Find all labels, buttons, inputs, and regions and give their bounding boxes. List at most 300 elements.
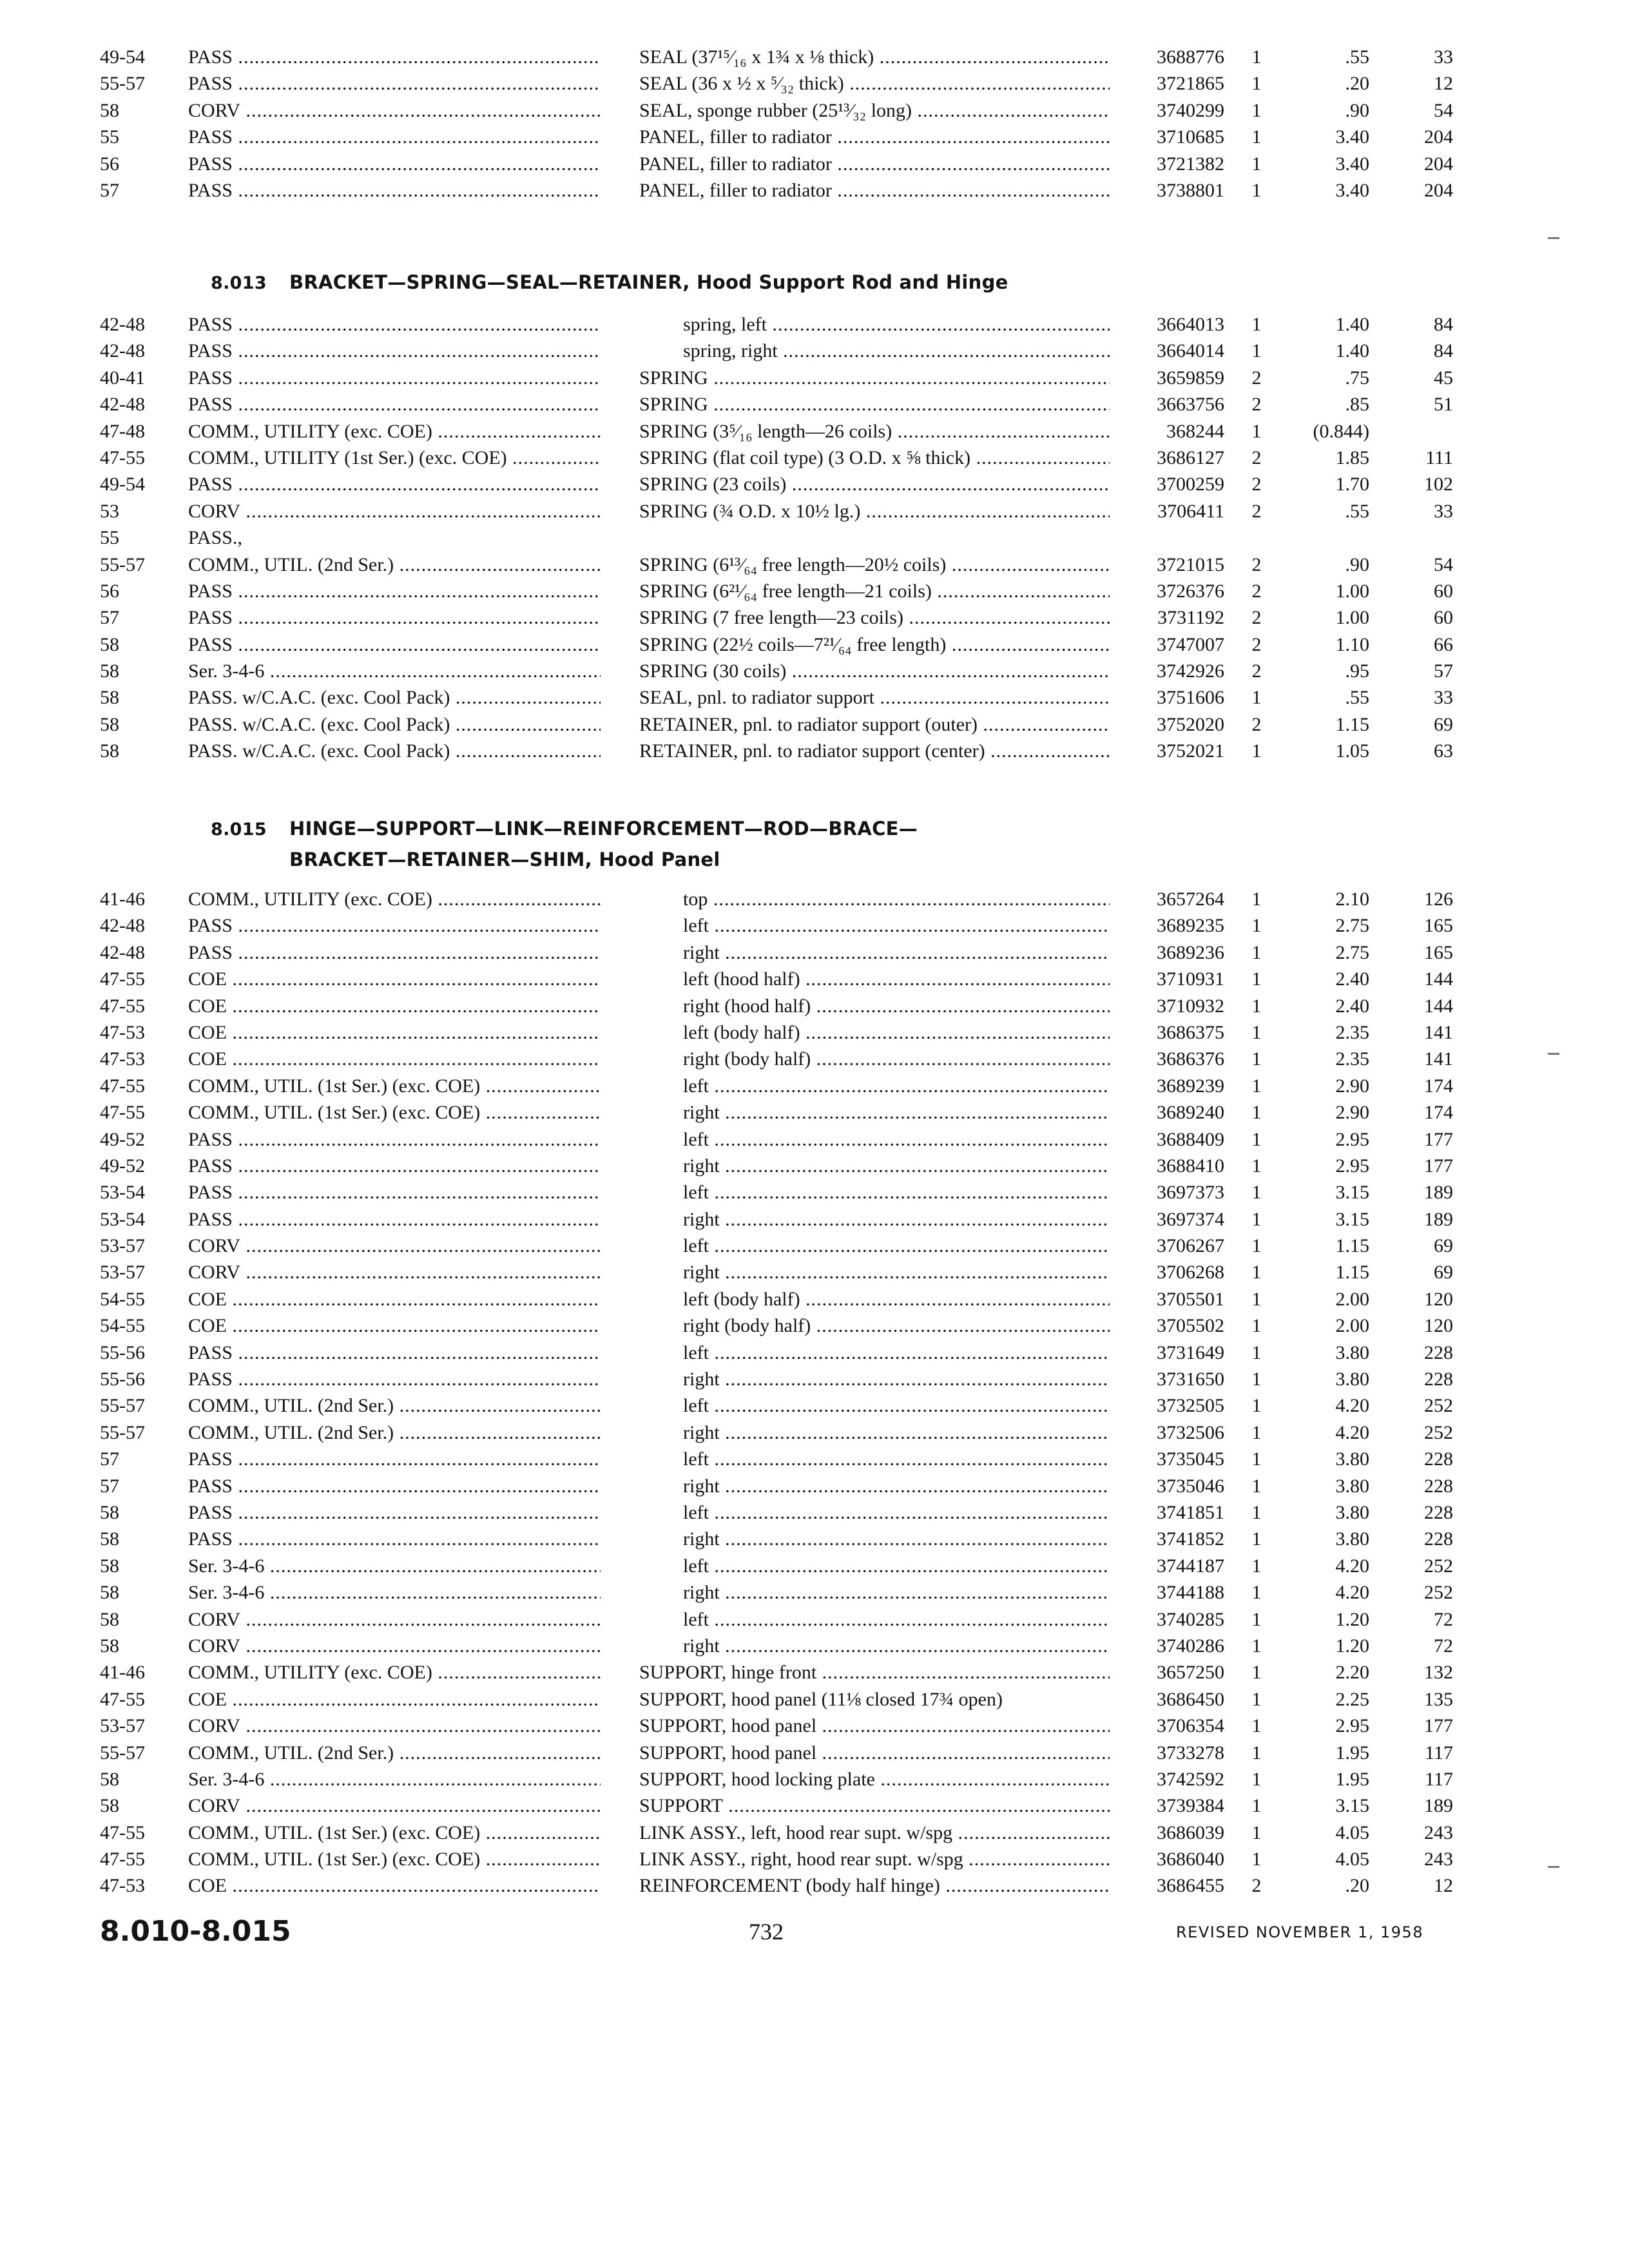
application: PASS .....: [188, 151, 601, 177]
model-years: 53-57: [100, 1235, 145, 1257]
list-price: 1.40: [1335, 314, 1369, 335]
part-number: 3732506: [1157, 1421, 1224, 1443]
list-price: 2.10: [1335, 889, 1369, 910]
table-row: [0, 498, 1629, 524]
application: COMM., UTIL. (2nd Ser.) .....: [188, 1392, 601, 1419]
part-number: 3706354: [1157, 1715, 1224, 1737]
model-years: 57: [100, 1448, 119, 1470]
list-price: .75: [1345, 367, 1369, 389]
price-code: 228: [1424, 1501, 1453, 1523]
list-price: 1.95: [1335, 1768, 1369, 1790]
list-price: 1.85: [1335, 447, 1369, 468]
price-code: 252: [1424, 1555, 1453, 1577]
table-row: [0, 1126, 1629, 1153]
model-years: 53-54: [100, 1182, 145, 1204]
list-price: 3.40: [1335, 179, 1369, 201]
price-code: 228: [1424, 1341, 1453, 1363]
application: CORV .....: [188, 1606, 601, 1633]
list-price: 2.35: [1335, 1048, 1369, 1070]
part-description: SEAL, pnl. to radiator support .....: [639, 684, 1110, 711]
model-years: 55-57: [100, 553, 145, 575]
part-number: 3731649: [1157, 1341, 1224, 1363]
part-description: left .....: [639, 1499, 1110, 1526]
part-number: 3686455: [1157, 1875, 1224, 1897]
price-code: 174: [1424, 1102, 1453, 1124]
model-years: 55-57: [100, 1421, 145, 1443]
table-row: [0, 177, 1629, 204]
application: PASS .....: [188, 939, 601, 966]
price-code: 33: [1434, 46, 1453, 68]
part-number: 3744187: [1157, 1555, 1224, 1577]
application: COE .....: [188, 966, 601, 992]
table-row: [0, 604, 1629, 631]
quantity: 1: [1251, 1369, 1262, 1390]
list-price: .55: [1345, 500, 1369, 522]
part-number: 3740285: [1157, 1608, 1224, 1630]
table-row: [0, 993, 1629, 1019]
model-years: 57: [100, 607, 119, 629]
parts-table-8-013: [0, 311, 1629, 765]
quantity: 1: [1251, 995, 1262, 1017]
list-price: .95: [1345, 660, 1369, 682]
model-years: 58: [100, 713, 119, 735]
price-code: 63: [1434, 740, 1453, 762]
application: PASS .....: [188, 70, 601, 97]
application: COMM., UTILITY (1st Ser.) (exc. COE) .....: [188, 445, 601, 471]
application: PASS .....: [188, 912, 601, 939]
table-row: [0, 391, 1629, 418]
part-description: top .....: [639, 886, 1110, 912]
part-description: spring, left .....: [639, 311, 1110, 338]
application: PASS .....: [188, 1340, 601, 1366]
part-description: SPRING .....: [639, 391, 1110, 418]
model-years: 58: [100, 660, 119, 682]
application: PASS .....: [188, 365, 601, 391]
part-number: 3689240: [1157, 1102, 1224, 1124]
quantity: 1: [1251, 420, 1262, 442]
list-price: 3.80: [1335, 1341, 1369, 1363]
quantity: 1: [1251, 1208, 1262, 1230]
price-code: 228: [1424, 1448, 1453, 1470]
model-years: 41-46: [100, 1662, 145, 1684]
application: CORV .....: [188, 1713, 601, 1739]
table-row: [0, 631, 1629, 658]
part-description: SPRING (6¹³⁄₆₄ free length—20½ coils) .....: [639, 552, 1110, 578]
list-price: 2.40: [1335, 995, 1369, 1017]
part-number: 3664014: [1157, 340, 1224, 362]
quantity: 1: [1251, 126, 1262, 148]
table-row: [0, 1233, 1629, 1259]
model-years: 40-41: [100, 367, 145, 389]
price-code: 60: [1434, 607, 1453, 629]
quantity: 1: [1251, 1715, 1262, 1737]
table-row: [0, 966, 1629, 992]
part-description: LINK ASSY., right, hood rear supt. w/spg .....: [639, 1846, 1110, 1872]
part-number: 3686039: [1157, 1821, 1224, 1843]
price-code: 69: [1434, 1262, 1453, 1283]
price-code: 66: [1434, 633, 1453, 655]
quantity: 1: [1251, 1555, 1262, 1577]
model-years: 58: [100, 740, 119, 762]
part-number: 3686040: [1157, 1849, 1224, 1870]
part-number: 3742592: [1157, 1768, 1224, 1790]
application: PASS .....: [188, 1153, 601, 1179]
application: PASS .....: [188, 1446, 601, 1472]
table-row: [0, 1179, 1629, 1206]
quantity: 1: [1251, 1235, 1262, 1257]
table-row: [0, 1340, 1629, 1366]
model-years: 56: [100, 153, 119, 175]
model-years: 58: [100, 1528, 119, 1550]
part-description: RETAINER, pnl. to radiator support (center) .....: [639, 738, 1110, 764]
model-years: 47-55: [100, 1821, 145, 1843]
price-code: 84: [1434, 314, 1453, 335]
part-description: RETAINER, pnl. to radiator support (outer) .....: [639, 711, 1110, 738]
part-description: PANEL, filler to radiator .....: [639, 177, 1110, 204]
part-number: 3751606: [1157, 687, 1224, 709]
part-description: left .....: [639, 1233, 1110, 1259]
model-years: 58: [100, 1501, 119, 1523]
list-price: 2.75: [1335, 915, 1369, 937]
table-row: [0, 151, 1629, 177]
list-price: 4.05: [1335, 1821, 1369, 1843]
application: COMM., UTIL. (1st Ser.) (exc. COE) .....: [188, 1073, 601, 1099]
list-price: 3.40: [1335, 153, 1369, 175]
list-price: .55: [1345, 687, 1369, 709]
table-row: [0, 939, 1629, 966]
application: PASS .....: [188, 311, 601, 338]
table-row: [0, 684, 1629, 711]
list-price: 3.80: [1335, 1528, 1369, 1550]
list-price: 1.20: [1335, 1608, 1369, 1630]
list-price: 2.90: [1335, 1075, 1369, 1097]
model-years: 55: [100, 126, 119, 148]
part-description: left .....: [639, 912, 1110, 939]
list-price: .90: [1345, 99, 1369, 121]
list-price: 4.20: [1335, 1395, 1369, 1417]
footer-section-range: 8.010-8.015: [100, 1915, 291, 1948]
table-row: [0, 70, 1629, 97]
quantity: 1: [1251, 1395, 1262, 1417]
application: PASS.,: [188, 527, 242, 549]
list-price: 1.15: [1335, 713, 1369, 735]
application: COMM., UTIL. (1st Ser.) (exc. COE) .....: [188, 1099, 601, 1126]
application: CORV .....: [188, 1633, 601, 1659]
margin-mark: [1548, 237, 1559, 239]
list-price: 1.10: [1335, 633, 1369, 655]
part-number: 3705501: [1157, 1288, 1224, 1310]
quantity: 1: [1251, 1528, 1262, 1550]
quantity: 1: [1251, 1501, 1262, 1523]
price-code: 174: [1424, 1075, 1453, 1097]
price-code: 177: [1424, 1128, 1453, 1150]
table-row: [0, 1633, 1629, 1659]
table-row: [0, 1019, 1629, 1046]
model-years: 56: [100, 580, 119, 602]
price-code: 33: [1434, 500, 1453, 522]
price-code: 102: [1424, 474, 1453, 495]
table-row: [0, 1366, 1629, 1392]
part-description: SPRING (flat coil type) (3 O.D. x ⅝ thick) .....: [639, 445, 1110, 471]
table-row: [0, 1499, 1629, 1526]
price-code: 132: [1424, 1662, 1453, 1684]
application: CORV .....: [188, 97, 601, 124]
quantity: 1: [1251, 1421, 1262, 1443]
application: PASS .....: [188, 44, 601, 70]
application: CORV .....: [188, 1233, 601, 1259]
part-number: 3710685: [1157, 126, 1224, 148]
part-number: 3697373: [1157, 1182, 1224, 1204]
model-years: 55-57: [100, 1742, 145, 1763]
price-code: 12: [1434, 73, 1453, 95]
part-description: right .....: [639, 1259, 1110, 1285]
application: CORV .....: [188, 1259, 601, 1285]
table-row: [0, 1792, 1629, 1819]
table-row: [0, 1206, 1629, 1233]
part-number: 368244: [1166, 420, 1224, 442]
table-row: [0, 738, 1629, 764]
price-code: 252: [1424, 1395, 1453, 1417]
model-years: 41-46: [100, 889, 145, 910]
list-price: 1.05: [1335, 740, 1369, 762]
quantity: 1: [1251, 1742, 1262, 1763]
part-number: 3689235: [1157, 915, 1224, 937]
model-years: 54-55: [100, 1288, 145, 1310]
part-description: left (body half) .....: [639, 1286, 1110, 1312]
model-years: 54-55: [100, 1315, 145, 1337]
model-years: 49-54: [100, 46, 145, 68]
table-row: [0, 886, 1629, 912]
model-years: 58: [100, 1768, 119, 1790]
model-years: 42-48: [100, 941, 145, 963]
quantity: 1: [1251, 1608, 1262, 1630]
quantity: 2: [1251, 367, 1262, 389]
list-price: 3.80: [1335, 1369, 1369, 1390]
price-code: 120: [1424, 1288, 1453, 1310]
quantity: 1: [1251, 1155, 1262, 1177]
quantity: 1: [1251, 941, 1262, 963]
model-years: 58: [100, 99, 119, 121]
model-years: 55-57: [100, 1395, 145, 1417]
part-description: SPRING (30 coils) .....: [639, 658, 1110, 684]
price-code: 69: [1434, 1235, 1453, 1257]
part-number: 3663756: [1157, 394, 1224, 416]
application: Ser. 3-4-6 .....: [188, 1766, 601, 1792]
price-code: 252: [1424, 1421, 1453, 1443]
application: COE .....: [188, 1286, 601, 1312]
part-description: right .....: [639, 1473, 1110, 1499]
table-row: [0, 658, 1629, 684]
quantity: 1: [1251, 1849, 1262, 1870]
quantity: 1: [1251, 1182, 1262, 1204]
model-years: 49-52: [100, 1155, 145, 1177]
application: CORV .....: [188, 498, 601, 524]
model-years: 47-48: [100, 420, 145, 442]
part-description: right .....: [639, 1419, 1110, 1446]
model-years: 47-55: [100, 1849, 145, 1870]
price-code: 228: [1424, 1528, 1453, 1550]
section-title-line2: BRACKET—RETAINER—SHIM, Hood Panel: [289, 849, 720, 870]
model-years: 58: [100, 1608, 119, 1630]
part-number: 3706411: [1157, 500, 1224, 522]
table-row: [0, 1392, 1629, 1419]
part-number: 3740286: [1157, 1635, 1224, 1657]
part-description: SUPPORT, hood panel (11⅛ closed 17¾ open): [639, 1688, 1003, 1710]
part-description: SPRING .....: [639, 365, 1110, 391]
table-row: [0, 578, 1629, 604]
table-row: [0, 1579, 1629, 1606]
model-years: 53-54: [100, 1208, 145, 1230]
price-code: 144: [1424, 968, 1453, 990]
table-row: [0, 1312, 1629, 1339]
part-number: 3659859: [1157, 367, 1224, 389]
table-row: [0, 1606, 1629, 1633]
price-code: 243: [1424, 1849, 1453, 1870]
model-years: 47-55: [100, 1075, 145, 1097]
price-code: 189: [1424, 1208, 1453, 1230]
application: PASS .....: [188, 1206, 601, 1233]
quantity: 1: [1251, 179, 1262, 201]
table-row: [0, 1046, 1629, 1072]
model-years: 42-48: [100, 314, 145, 335]
part-description: right (body half) .....: [639, 1312, 1110, 1339]
list-price: 2.20: [1335, 1662, 1369, 1684]
table-row: [0, 1473, 1629, 1499]
quantity: 2: [1251, 633, 1262, 655]
part-description: LINK ASSY., left, hood rear supt. w/spg .....: [639, 1820, 1110, 1846]
section-heading-8-013: [211, 268, 1008, 298]
quantity: 1: [1251, 1102, 1262, 1124]
application: PASS .....: [188, 1526, 601, 1552]
part-number: 3752020: [1157, 713, 1224, 735]
part-description: left (hood half) .....: [639, 966, 1110, 992]
list-price: 2.90: [1335, 1102, 1369, 1124]
part-number: 3741851: [1157, 1501, 1224, 1523]
quantity: 1: [1251, 1768, 1262, 1790]
table-row: [0, 1766, 1629, 1792]
table-row: [0, 445, 1629, 471]
application: COMM., UTILITY (exc. COE) .....: [188, 418, 601, 445]
quantity: 1: [1251, 73, 1262, 95]
margin-mark: [1548, 1053, 1559, 1055]
part-description: SUPPORT, hood panel .....: [639, 1740, 1110, 1766]
price-code: 228: [1424, 1475, 1453, 1497]
part-number: 3700259: [1157, 474, 1224, 495]
table-row: [0, 1846, 1629, 1872]
price-code: 54: [1434, 99, 1453, 121]
application: COMM., UTIL. (2nd Ser.) .....: [188, 552, 601, 578]
part-description: right .....: [639, 1526, 1110, 1552]
quantity: 2: [1251, 580, 1262, 602]
part-number: 3710932: [1157, 995, 1224, 1017]
application: PASS .....: [188, 338, 601, 364]
application: Ser. 3-4-6 .....: [188, 1579, 601, 1606]
application: COE .....: [188, 1312, 601, 1339]
part-description: SUPPORT, hood locking plate .....: [639, 1766, 1110, 1792]
part-number: 3740299: [1157, 99, 1224, 121]
application: PASS. w/C.A.C. (exc. Cool Pack) .....: [188, 738, 601, 764]
quantity: 2: [1251, 660, 1262, 682]
quantity: 2: [1251, 447, 1262, 468]
price-code: 204: [1424, 126, 1453, 148]
quantity: 1: [1251, 46, 1262, 68]
list-price: 3.40: [1335, 126, 1369, 148]
part-description: SPRING (22½ coils—7²¹⁄₆₄ free length) .....: [639, 631, 1110, 658]
table-row: [0, 1686, 1629, 1713]
price-code: 60: [1434, 580, 1453, 602]
quantity: 1: [1251, 1128, 1262, 1150]
quantity: 2: [1251, 474, 1262, 495]
table-row: [0, 471, 1629, 497]
part-number: 3733278: [1157, 1742, 1224, 1763]
list-price: 3.80: [1335, 1501, 1369, 1523]
price-code: 135: [1424, 1688, 1453, 1710]
list-price: 4.20: [1335, 1421, 1369, 1443]
part-description: left .....: [639, 1446, 1110, 1472]
part-description: left (body half) .....: [639, 1019, 1110, 1046]
list-price: 1.70: [1335, 474, 1369, 495]
application: COE .....: [188, 993, 601, 1019]
part-number: 3686127: [1157, 447, 1224, 468]
application: PASS .....: [188, 631, 601, 658]
list-price: 1.40: [1335, 340, 1369, 362]
quantity: 2: [1251, 553, 1262, 575]
part-description: right .....: [639, 939, 1110, 966]
application: COMM., UTIL. (1st Ser.) (exc. COE) .....: [188, 1820, 601, 1846]
part-number: 3657264: [1157, 889, 1224, 910]
application: COMM., UTILITY (exc. COE) .....: [188, 1659, 601, 1686]
list-price: 2.95: [1335, 1155, 1369, 1177]
price-code: 243: [1424, 1821, 1453, 1843]
part-number: 3735046: [1157, 1475, 1224, 1497]
quantity: 2: [1251, 394, 1262, 416]
model-years: 58: [100, 1795, 119, 1817]
model-years: 42-48: [100, 915, 145, 937]
quantity: 1: [1251, 1821, 1262, 1843]
part-number: 3731650: [1157, 1369, 1224, 1390]
quantity: 1: [1251, 340, 1262, 362]
application: PASS .....: [188, 391, 601, 418]
model-years: 55-57: [100, 73, 145, 95]
model-years: 55-56: [100, 1369, 145, 1390]
application: PASS .....: [188, 124, 601, 150]
quantity: 1: [1251, 1448, 1262, 1470]
application: PASS .....: [188, 177, 601, 204]
part-number: 3721382: [1157, 153, 1224, 175]
quantity: 1: [1251, 1635, 1262, 1657]
table-row: [0, 1713, 1629, 1739]
application: COE .....: [188, 1872, 601, 1899]
table-row: [0, 1286, 1629, 1312]
part-description: SEAL (37¹⁵⁄₁₆ x 1¾ x ⅛ thick) .....: [639, 44, 1110, 70]
quantity: 1: [1251, 99, 1262, 121]
list-price: 1.15: [1335, 1235, 1369, 1257]
part-description: SUPPORT .....: [639, 1792, 1110, 1819]
model-years: 58: [100, 633, 119, 655]
part-description: right .....: [639, 1633, 1110, 1659]
part-description: SUPPORT, hood panel .....: [639, 1713, 1110, 1739]
table-row: [0, 311, 1629, 338]
table-row: [0, 124, 1629, 150]
quantity: 2: [1251, 1875, 1262, 1897]
section-heading-8-015: [211, 814, 918, 844]
part-number: 3742926: [1157, 660, 1224, 682]
price-code: 117: [1425, 1742, 1453, 1763]
list-price: .55: [1345, 46, 1369, 68]
model-years: 49-52: [100, 1128, 145, 1150]
application: Ser. 3-4-6 .....: [188, 1553, 601, 1579]
model-years: 47-55: [100, 968, 145, 990]
